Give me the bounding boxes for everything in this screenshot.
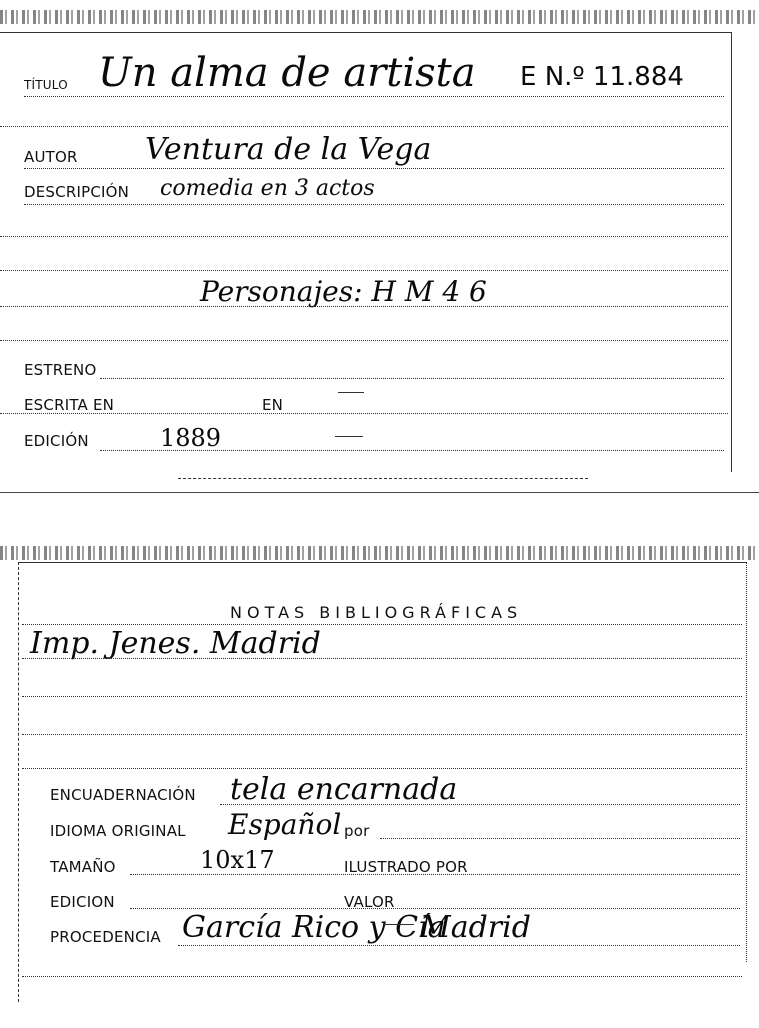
encuadernacion-label: ENCUADERNACIÓN bbox=[50, 786, 196, 804]
rule bbox=[178, 945, 740, 946]
rule bbox=[0, 126, 728, 127]
idioma-label: IDIOMA ORIGINAL bbox=[50, 822, 186, 840]
ilustrado-label: ILUSTRADO POR bbox=[344, 858, 468, 876]
rule bbox=[18, 562, 746, 563]
dash bbox=[338, 392, 364, 393]
por-label: por bbox=[344, 822, 370, 840]
card-left-border bbox=[18, 562, 19, 1002]
rule bbox=[0, 270, 728, 271]
descripcion-label: DESCRIPCIÓN bbox=[24, 183, 130, 201]
dash bbox=[335, 436, 363, 437]
card-top-border bbox=[0, 32, 732, 33]
card-right-border bbox=[731, 32, 732, 472]
rule bbox=[22, 658, 742, 659]
registro-number: E N.º 11.884 bbox=[520, 62, 684, 92]
rule bbox=[178, 478, 588, 479]
edicion2-label: EDICION bbox=[50, 893, 115, 911]
rule bbox=[22, 624, 742, 625]
card-separator bbox=[0, 492, 759, 493]
rule bbox=[130, 874, 740, 875]
rule bbox=[0, 306, 728, 307]
titulo-value: Un alma de artista bbox=[98, 50, 476, 96]
rule bbox=[24, 204, 724, 205]
card-right-border bbox=[746, 562, 747, 962]
tamano-value: 10x17 bbox=[200, 846, 275, 874]
rule bbox=[380, 838, 740, 839]
rule bbox=[22, 768, 742, 769]
rule bbox=[0, 413, 728, 414]
valor-label: VALOR bbox=[344, 893, 395, 911]
rule bbox=[0, 340, 728, 341]
descripcion-value: comedia en 3 actos bbox=[160, 176, 375, 201]
estreno-label: ESTRENO bbox=[24, 361, 97, 379]
torn-top-edge bbox=[0, 10, 759, 24]
procedencia-label: PROCEDENCIA bbox=[50, 928, 161, 946]
notas-value: Imp. Jenes. Madrid bbox=[30, 626, 321, 661]
dash bbox=[384, 924, 414, 925]
rule bbox=[22, 976, 742, 977]
catalog-card-back bbox=[0, 540, 759, 1028]
edicion-label: EDICIÓN bbox=[24, 432, 89, 450]
personajes-note: Personajes: H M 4 6 bbox=[200, 275, 487, 308]
rule bbox=[220, 804, 740, 805]
titulo-label: TÍTULO bbox=[24, 78, 68, 92]
notas-heading: NOTAS BIBLIOGRÁFICAS bbox=[230, 603, 523, 622]
procedencia-place: Madrid bbox=[420, 910, 531, 945]
rule bbox=[22, 696, 742, 697]
escrita-en-label: ESCRITA EN bbox=[24, 396, 115, 414]
autor-value: Ventura de la Vega bbox=[145, 132, 432, 167]
en-label: EN bbox=[262, 396, 284, 414]
rule bbox=[100, 378, 724, 379]
idioma-value: Español bbox=[228, 808, 342, 841]
catalog-card-front bbox=[0, 0, 759, 500]
tamano-label: TAMAÑO bbox=[50, 858, 116, 876]
rule bbox=[130, 908, 740, 909]
rule bbox=[24, 96, 724, 97]
torn-top-edge bbox=[0, 546, 759, 560]
procedencia-value: García Rico y Cía bbox=[182, 910, 446, 945]
rule bbox=[24, 168, 724, 169]
rule bbox=[100, 450, 724, 451]
autor-label: AUTOR bbox=[24, 148, 78, 166]
rule bbox=[22, 734, 742, 735]
edicion-value: 1889 bbox=[160, 424, 222, 452]
rule bbox=[0, 236, 728, 237]
encuadernacion-value: tela encarnada bbox=[230, 772, 458, 807]
